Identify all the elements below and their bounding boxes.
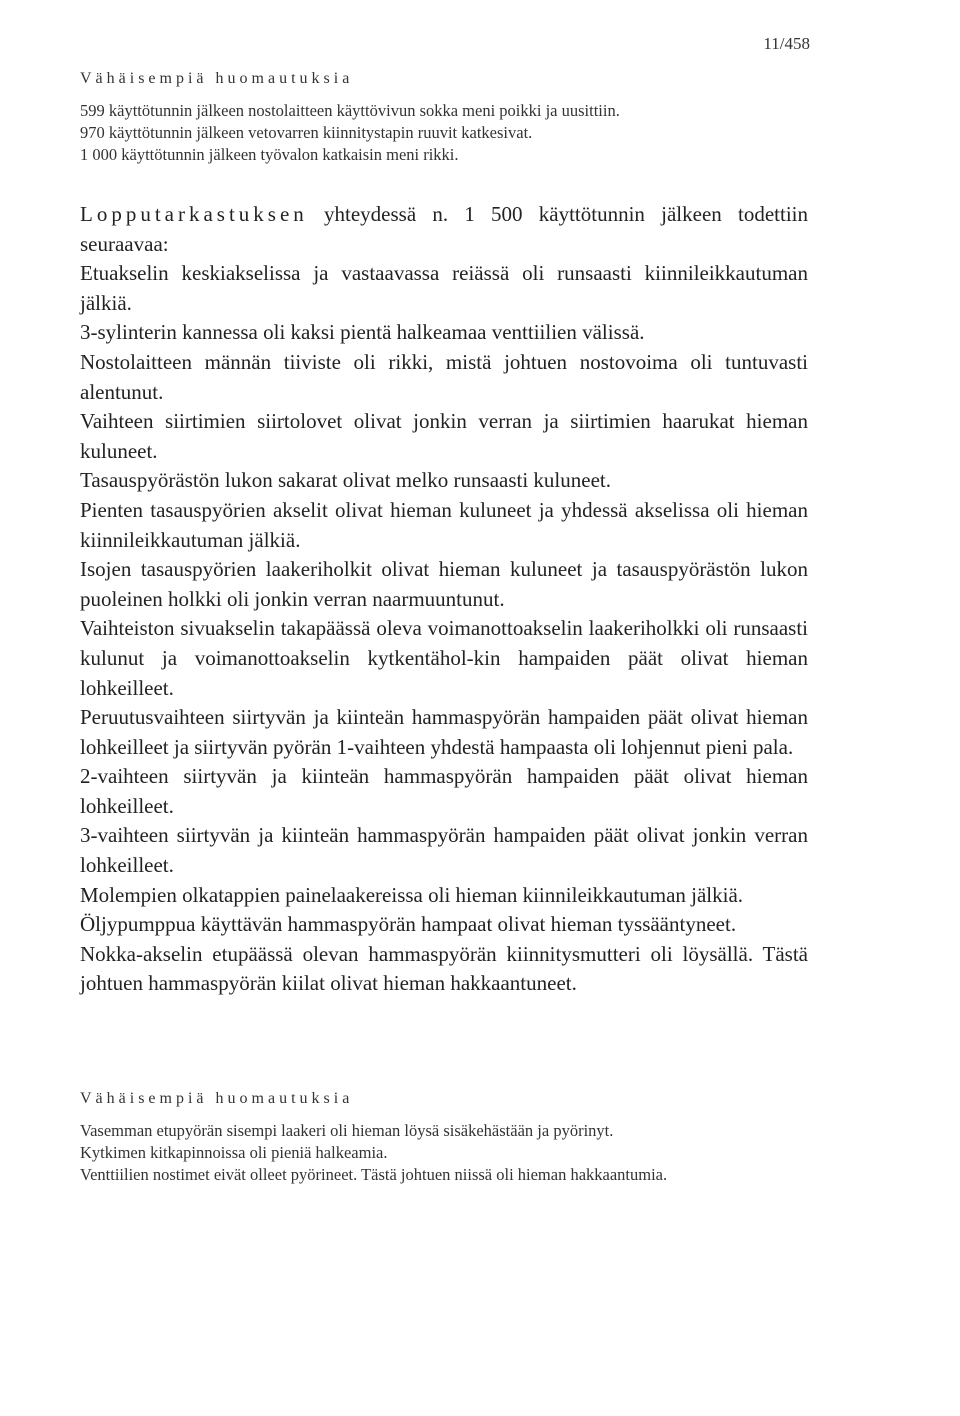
finding-paragraph: Etuakselin keskiakselissa ja vastaavassa reiässä oli runsaasti kiinnileikkautuman jälkiä.	[80, 261, 808, 315]
intro-rest-text: yhteydessä n. 1 500 käyttötunnin jälkeen todettiin seuraavaa:	[80, 202, 808, 256]
remark-text: 970 käyttötunnin jälkeen vetovarren kiinnitystapin ruuvit katkesivat.	[80, 123, 533, 142]
finding-paragraph: Molempien olkatappien painelaakereissa oli hieman kiinnileikkautuman jälkiä.	[80, 882, 744, 907]
remark-paragraph	[80, 122, 808, 144]
finding-paragraph: Nokka-akselin etupäässä olevan hammaspyörän kiinnitysmutteri oli löysällä. Tästä johtuen hammaspyörän kiilat olivat hieman hakkaantuneet.	[80, 941, 808, 996]
finding-paragraph: Vaihteen siirtimien siirtolovet olivat jonkin verran ja siirtimien haarukat hieman kuluneet.	[80, 409, 808, 463]
finding-paragraph: 3-vaihteen siirtyvän ja kiinteän hammaspyörän hampaiden päät olivat jonkin verran lohkeilleet.	[80, 823, 808, 878]
finding-paragraph: Vaihteiston sivuakselin takapäässä oleva voimanottoakselin laakeriholkki oli runsaasti kulunut ja voimanottoakselin kytkentähol-kin hampaiden päät olivat hieman lohkeilleet.	[80, 616, 808, 700]
remark-text: 1 000 käyttötunnin jälkeen työvalon katkaisin meni rikki.	[80, 145, 459, 164]
finding-paragraph: Tasauspyörästön lukon sakarat olivat melko runsaasti kuluneet.	[80, 468, 611, 493]
finding-paragraph: Pienten tasauspyörien akselit olivat hieman kuluneet ja yhdessä akselissa oli hieman kiinnileikkautuman jälkiä.	[80, 497, 808, 552]
page-number: 11/458	[763, 34, 810, 53]
intro-spaced-text: Lopputarkastuksen	[80, 202, 308, 226]
remark-paragraph: Vasemman etupyörän sisempi laakeri oli hieman löysä sisäkehästään ja pyörinyt.	[80, 1121, 614, 1140]
final-inspection-intro	[80, 200, 808, 259]
remark-paragraph	[80, 100, 808, 122]
section-minor-remarks-bottom	[80, 1090, 808, 1186]
finding-paragraph: Peruutusvaihteen siirtyvän ja kiinteän hammaspyörän hampaiden päät olivat hieman lohkeilleet ja siirtyvän pyörän 1-vaihteen yhdestä hampaasta oli lohjennut pieni pala.	[80, 705, 808, 759]
finding-paragraph: Nostolaitteen männän tiiviste oli rikki, mistä johtuen nostovoima oli tuntuvasti alentunut.	[80, 349, 808, 404]
section-final-inspection	[80, 200, 808, 999]
section-heading: Vähäisempiä huomautuksia	[80, 70, 354, 87]
finding-paragraph: 3-sylinterin kannessa oli kaksi pientä halkeamaa venttiilien välissä.	[80, 320, 645, 345]
remark-paragraph: Kytkimen kitkapinnoissa oli pieniä halkeamia.	[80, 1143, 388, 1162]
remark-paragraph	[80, 144, 808, 166]
section-heading: Vähäisempiä huomautuksia	[80, 1090, 354, 1107]
remark-paragraph: Venttiilien nostimet eivät olleet pyörineet. Tästä johtuen niissä oli hieman hakkaantumia.	[80, 1165, 668, 1184]
section-minor-remarks-top	[80, 70, 808, 166]
finding-paragraph: Isojen tasauspyörien laakeriholkit olivat hieman kuluneet ja tasauspyörästön lukon puoleinen holkki oli jonkin verran naarmuuntunut.	[80, 557, 808, 611]
finding-paragraph: 2-vaihteen siirtyvän ja kiinteän hammaspyörän hampaiden päät olivat hieman lohkeilleet.	[80, 764, 808, 818]
finding-paragraph: Öljypumppua käyttävän hammaspyörän hampaat olivat hieman tyssääntyneet.	[80, 912, 737, 937]
remark-text: 599 käyttötunnin jälkeen nostolaitteen käyttövivun sokka meni poikki ja uusittiin.	[80, 101, 620, 120]
